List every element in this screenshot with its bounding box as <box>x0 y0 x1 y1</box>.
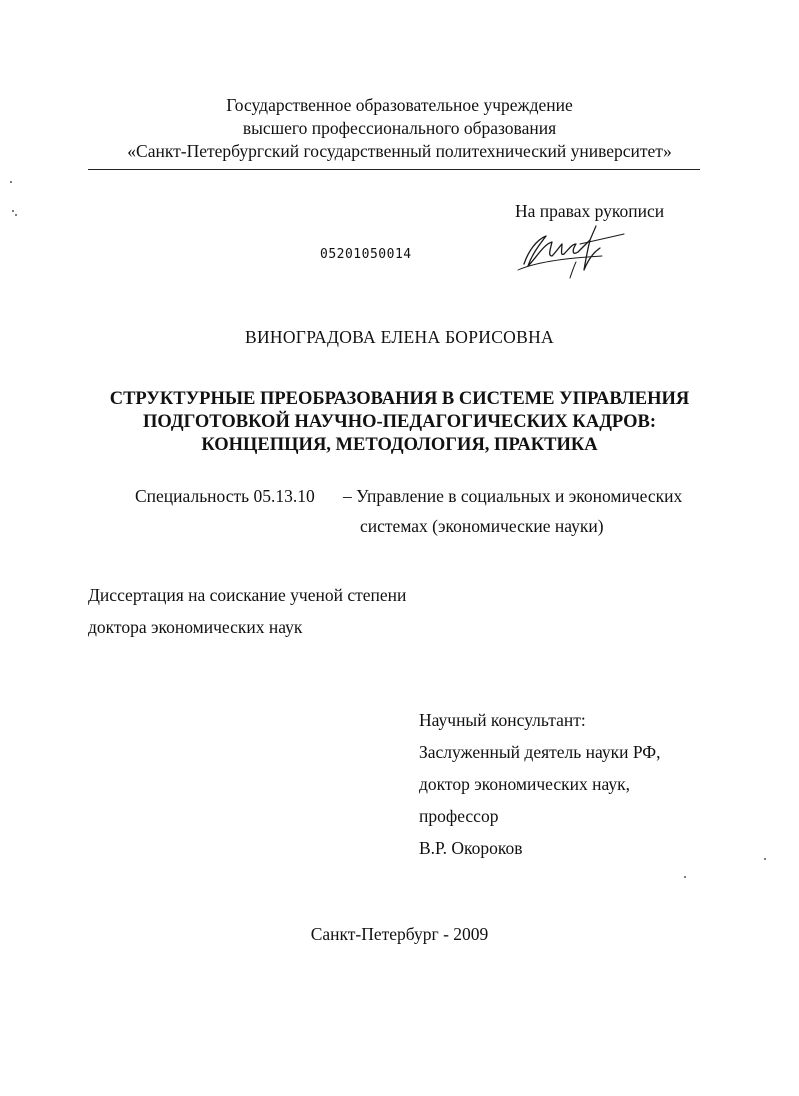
scan-speck <box>684 876 686 878</box>
manuscript-rights-note: На правах рукописи <box>515 201 665 221</box>
author-name: ВИНОГРАДОВА ЕЛЕНА БОРИСОВНА <box>245 327 554 347</box>
specialty-value-line-1: – Управление в социальных и экономических <box>343 486 683 506</box>
institution-line-3: «Санкт-Петербургский государственный политехнический университет» <box>127 141 672 161</box>
title-line-2: ПОДГОТОВКОЙ НАУЧНО-ПЕДАГОГИЧЕСКИХ КАДРОВ: <box>142 412 656 432</box>
degree-line-1: Диссертация на соискание ученой степени <box>88 585 407 605</box>
city-year: Санкт-Петербург - 2009 <box>310 924 489 944</box>
institution-line-2: высшего профессионального образования <box>242 118 557 138</box>
header-divider <box>88 169 700 170</box>
scan-speck <box>10 181 12 183</box>
specialty-value-line-2: системах (экономические науки) <box>360 516 604 536</box>
consultant-line-1: Научный консультант: <box>419 710 586 730</box>
scientific-consultant <box>419 704 661 864</box>
scan-speck <box>15 214 17 216</box>
registration-code: 05201050014 <box>320 247 412 262</box>
institution-header <box>0 94 799 163</box>
scan-speck <box>12 210 14 212</box>
degree-statement <box>88 579 406 643</box>
consultant-line-3: доктор экономических наук, <box>419 774 630 794</box>
handwritten-signature <box>506 222 634 284</box>
dissertation-title <box>0 388 799 457</box>
consultant-line-2: Заслуженный деятель науки РФ, <box>419 742 661 762</box>
consultant-line-4: профессор <box>419 806 499 826</box>
scan-speck <box>764 858 766 860</box>
title-line-3: КОНЦЕПЦИЯ, МЕТОДОЛОГИЯ, ПРАКТИКА <box>201 435 598 455</box>
consultant-line-5: В.Р. Окороков <box>419 838 523 858</box>
specialty-label: Специальность 05.13.10 <box>135 486 315 506</box>
degree-line-2: доктора экономических наук <box>88 617 303 637</box>
title-line-1: СТРУКТУРНЫЕ ПРЕОБРАЗОВАНИЯ В СИСТЕМЕ УПРАВЛЕНИЯ <box>109 389 690 409</box>
institution-line-1: Государственное образовательное учреждение <box>226 95 573 115</box>
